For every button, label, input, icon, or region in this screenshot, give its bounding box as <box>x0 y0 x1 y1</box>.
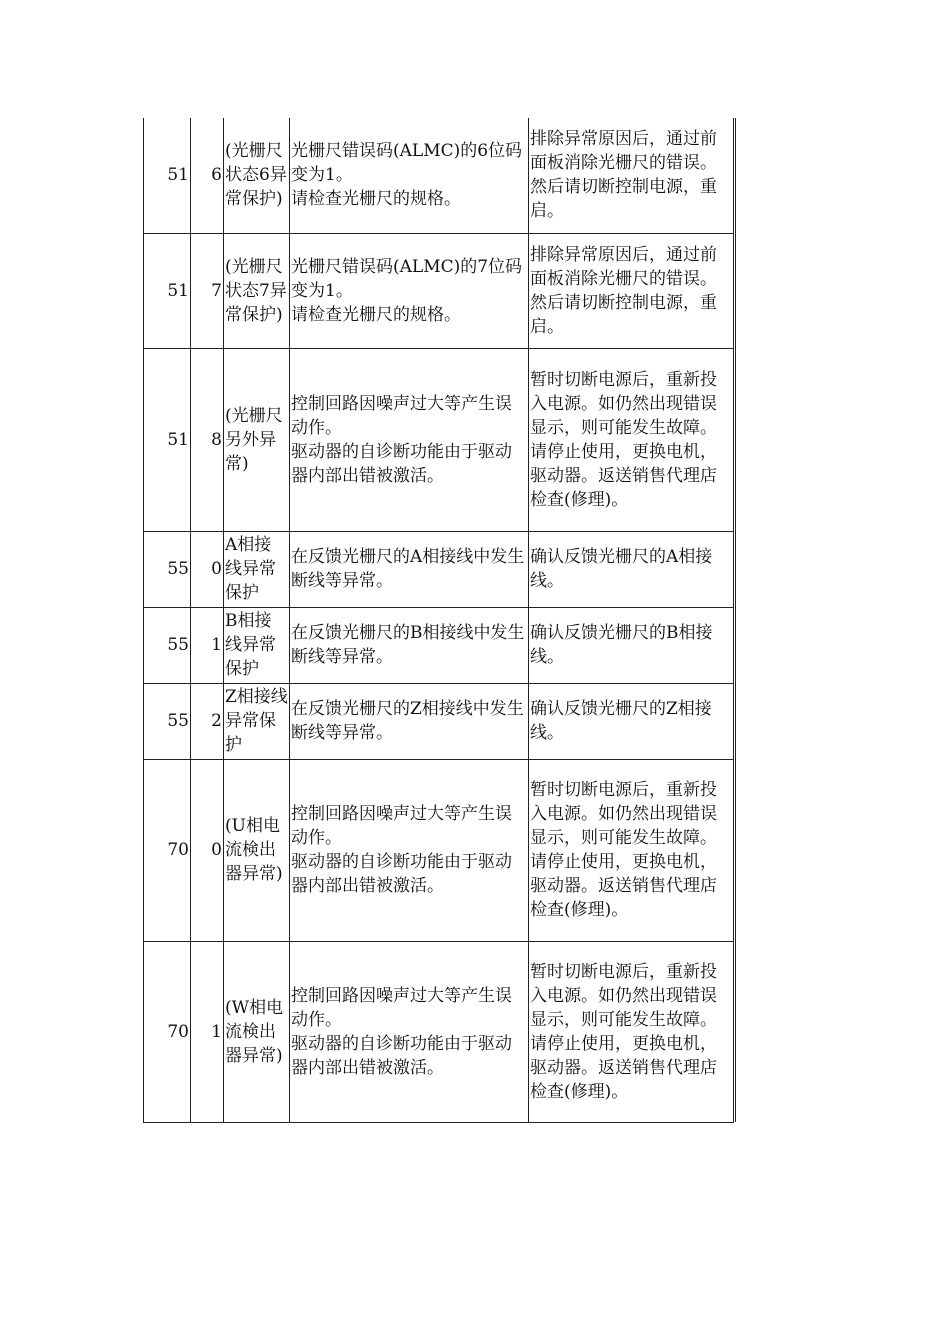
alarm-name-cell: (光栅尺状态7异常保护) <box>224 233 290 348</box>
sub-code-cell: 7 <box>191 233 224 348</box>
cause-cell <box>290 531 529 607</box>
cause-line: 控制回路因噪声过大等产生误动作。 <box>291 985 512 1030</box>
main-code-cell: 51 <box>144 233 191 348</box>
remedy-cell <box>529 607 734 683</box>
alarm-name-cell: (U相电流検出器异常) <box>224 759 290 941</box>
cause-line: 在反馈光栅尺的Z相接线中发生断线等异常。 <box>291 699 524 743</box>
cause-cell <box>290 118 529 233</box>
remedy-line: 确认反馈光栅尺的A相接线。 <box>530 547 713 591</box>
cause-cell <box>290 607 529 683</box>
alarm-table-body <box>144 118 734 1122</box>
sub-code-cell: 6 <box>191 118 224 233</box>
cause-line: 驱动器的自诊断功能由于驱动器内部出错被激活。 <box>291 1033 512 1078</box>
main-code-cell: 70 <box>144 759 191 941</box>
cause-cell <box>290 759 529 941</box>
alarm-name-cell: A相接线异常保护 <box>224 531 290 607</box>
table-row <box>144 607 734 683</box>
table-row <box>144 348 734 531</box>
alarm-name-cell: Z相接线异常保护 <box>224 683 290 759</box>
table-row <box>144 118 734 233</box>
remedy-cell <box>529 233 734 348</box>
sub-code-cell: 8 <box>191 348 224 531</box>
cause-line: 驱动器的自诊断功能由于驱动器内部出错被激活。 <box>291 852 512 896</box>
alarm-name-cell: (光栅尺状态6异常保护) <box>224 118 290 233</box>
table-row <box>144 941 734 1122</box>
table-double-border <box>735 118 736 1122</box>
remedy-cell <box>529 118 734 233</box>
remedy-cell <box>529 941 734 1122</box>
remedy-line: 然后请切断控制电源，重启。 <box>530 292 717 337</box>
main-code-cell: 51 <box>144 348 191 531</box>
sub-code-cell: 0 <box>191 759 224 941</box>
table-row <box>144 683 734 759</box>
cause-line: 光栅尺错误码(ALMC)的6位码变为1。 <box>291 141 523 186</box>
cause-line: 请检查光栅尺的规格。 <box>291 304 461 325</box>
sub-code-cell: 1 <box>191 941 224 1122</box>
cause-line: 在反馈光栅尺的A相接线中发生断线等异常。 <box>291 547 525 591</box>
cause-cell <box>290 941 529 1122</box>
cause-line: 请检查光栅尺的规格。 <box>291 189 461 210</box>
remedy-cell <box>529 531 734 607</box>
cause-cell <box>290 233 529 348</box>
alarm-code-table <box>143 118 734 1123</box>
cause-line: 控制回路因噪声过大等产生误动作。 <box>291 393 512 438</box>
remedy-line: 确认反馈光栅尺的Z相接线。 <box>530 699 712 743</box>
remedy-line: 确认反馈光栅尺的B相接线。 <box>530 623 713 667</box>
main-code-cell: 55 <box>144 531 191 607</box>
remedy-line: 暂时切断电源后，重新投入电源。如仍然出现错误显示，则可能发生故障。请停止使用，更换电机，驱动器。返送销售代理店检查(修理)。 <box>530 780 717 920</box>
cause-line: 驱动器的自诊断功能由于驱动器内部出错被激活。 <box>291 441 512 486</box>
alarm-name-cell: (W相电流検出器异常) <box>224 941 290 1122</box>
main-code-cell: 55 <box>144 607 191 683</box>
cause-line: 在反馈光栅尺的B相接线中发生断线等异常。 <box>291 623 525 667</box>
remedy-line: 然后请切断控制电源，重启。 <box>530 177 717 222</box>
table-row <box>144 759 734 941</box>
remedy-cell <box>529 683 734 759</box>
sub-code-cell: 2 <box>191 683 224 759</box>
cause-line: 控制回路因噪声过大等产生误动作。 <box>291 804 512 848</box>
table-row <box>144 233 734 348</box>
remedy-cell <box>529 759 734 941</box>
table-row <box>144 531 734 607</box>
sub-code-cell: 0 <box>191 531 224 607</box>
sub-code-cell: 1 <box>191 607 224 683</box>
remedy-line: 排除异常原因后，通过前面板消除光栅尺的错误。 <box>530 129 717 174</box>
alarm-name-cell: (光栅尺另外异常) <box>224 348 290 531</box>
main-code-cell: 70 <box>144 941 191 1122</box>
cause-line: 光栅尺错误码(ALMC)的7位码变为1。 <box>291 256 523 301</box>
remedy-line: 排除异常原因后，通过前面板消除光栅尺的错误。 <box>530 244 717 289</box>
remedy-cell <box>529 348 734 531</box>
remedy-line: 暂时切断电源后，重新投入电源。如仍然出现错误显示，则可能发生故障。请停止使用，更换电机，驱动器。返送销售代理店检查(修理)。 <box>530 369 717 510</box>
cause-cell <box>290 348 529 531</box>
main-code-cell: 51 <box>144 118 191 233</box>
main-code-cell: 55 <box>144 683 191 759</box>
cause-cell <box>290 683 529 759</box>
remedy-line: 暂时切断电源后，重新投入电源。如仍然出现错误显示，则可能发生故障。请停止使用，更换电机，驱动器。返送销售代理店检查(修理)。 <box>530 961 717 1102</box>
alarm-name-cell: B相接线异常保护 <box>224 607 290 683</box>
